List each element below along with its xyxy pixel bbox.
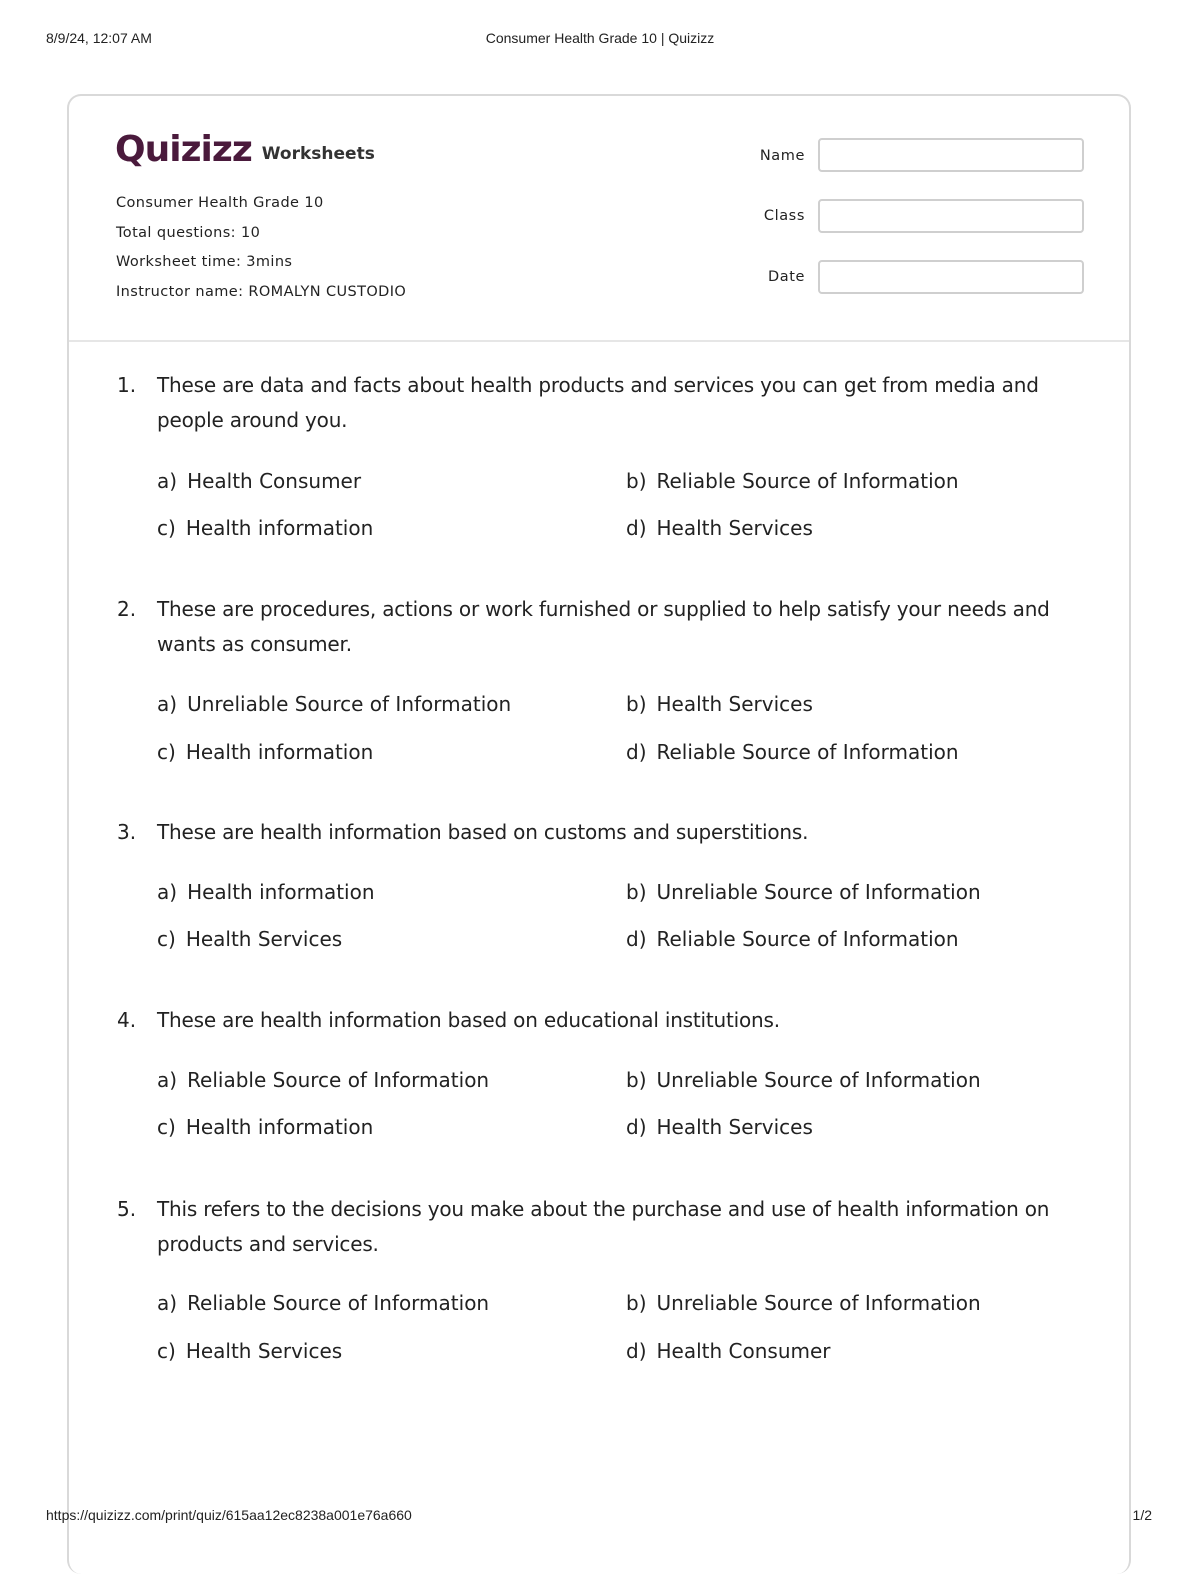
question-number: 2. bbox=[117, 597, 137, 621]
question-number: 5. bbox=[117, 1197, 137, 1221]
option-b: b) Reliable Source of Information bbox=[626, 469, 959, 493]
option-a: a) Unreliable Source of Information bbox=[157, 692, 512, 716]
option-c: c) Health Services bbox=[157, 1339, 343, 1363]
print-url: https://quizizz.com/print/quiz/615aa12ec8238a001e76a660 bbox=[46, 1507, 412, 1523]
worksheet-title: Consumer Health Grade 10 bbox=[116, 195, 324, 211]
worksheet-header bbox=[69, 96, 1129, 342]
name-label: Name bbox=[759, 148, 805, 164]
option-b: b) Unreliable Source of Information bbox=[626, 1068, 981, 1092]
logo-wordmark: Quizizz bbox=[115, 129, 252, 170]
class-field[interactable] bbox=[818, 199, 1084, 233]
option-d: d) Reliable Source of Information bbox=[626, 740, 959, 764]
option-a: a) Reliable Source of Information bbox=[157, 1068, 490, 1092]
question-text: These are health information based on customs and superstitions. bbox=[157, 820, 809, 844]
date-label: Date bbox=[767, 269, 805, 285]
date-field[interactable] bbox=[818, 260, 1084, 294]
worksheet-time: Worksheet time: 3mins bbox=[116, 254, 293, 270]
option-b: b) Unreliable Source of Information bbox=[626, 1291, 981, 1315]
option-b: b) Health Services bbox=[626, 692, 813, 716]
print-datetime: 8/9/24, 12:07 AM bbox=[46, 30, 152, 46]
question-number: 1. bbox=[117, 373, 137, 397]
option-c: c) Health information bbox=[157, 740, 374, 764]
option-c: c) Health Services bbox=[157, 927, 343, 951]
instructor-name: Instructor name: ROMALYN CUSTODIO bbox=[116, 283, 407, 300]
class-label: Class bbox=[763, 208, 805, 224]
option-d: d) Health Services bbox=[626, 516, 813, 540]
option-a: a) Health Consumer bbox=[157, 469, 362, 493]
print-page-number: 1/2 bbox=[1132, 1507, 1152, 1523]
question-text: These are health information based on educational institutions. bbox=[157, 1008, 780, 1032]
question-text: These are data and facts about health products and services you can get from media and people around you. bbox=[157, 373, 1039, 432]
logo-subtitle: Worksheets bbox=[261, 144, 375, 164]
option-a: a) Reliable Source of Information bbox=[157, 1291, 490, 1315]
worksheet-card bbox=[67, 94, 1131, 1574]
print-title: Consumer Health Grade 10 | Quizizz bbox=[485, 30, 715, 46]
quizizz-logo bbox=[115, 130, 375, 170]
question-number: 3. bbox=[117, 820, 137, 844]
option-a: a) Health information bbox=[157, 880, 375, 904]
question-number: 4. bbox=[117, 1008, 137, 1032]
total-questions: Total questions: 10 bbox=[116, 224, 261, 241]
worksheet-meta bbox=[116, 192, 406, 310]
option-b: b) Unreliable Source of Information bbox=[626, 880, 981, 904]
option-d: d) Health Consumer bbox=[626, 1339, 831, 1363]
option-c: c) Health information bbox=[157, 1115, 374, 1139]
option-d: d) Health Services bbox=[626, 1115, 813, 1139]
question-text: These are procedures, actions or work furnished or supplied to help satisfy your needs and wants as consumer. bbox=[157, 597, 1050, 656]
option-d: d) Reliable Source of Information bbox=[626, 927, 959, 951]
option-c: c) Health information bbox=[157, 516, 374, 540]
name-field[interactable] bbox=[818, 138, 1084, 172]
question-text: This refers to the decisions you make about the purchase and use of health information on products and services. bbox=[157, 1197, 1050, 1256]
